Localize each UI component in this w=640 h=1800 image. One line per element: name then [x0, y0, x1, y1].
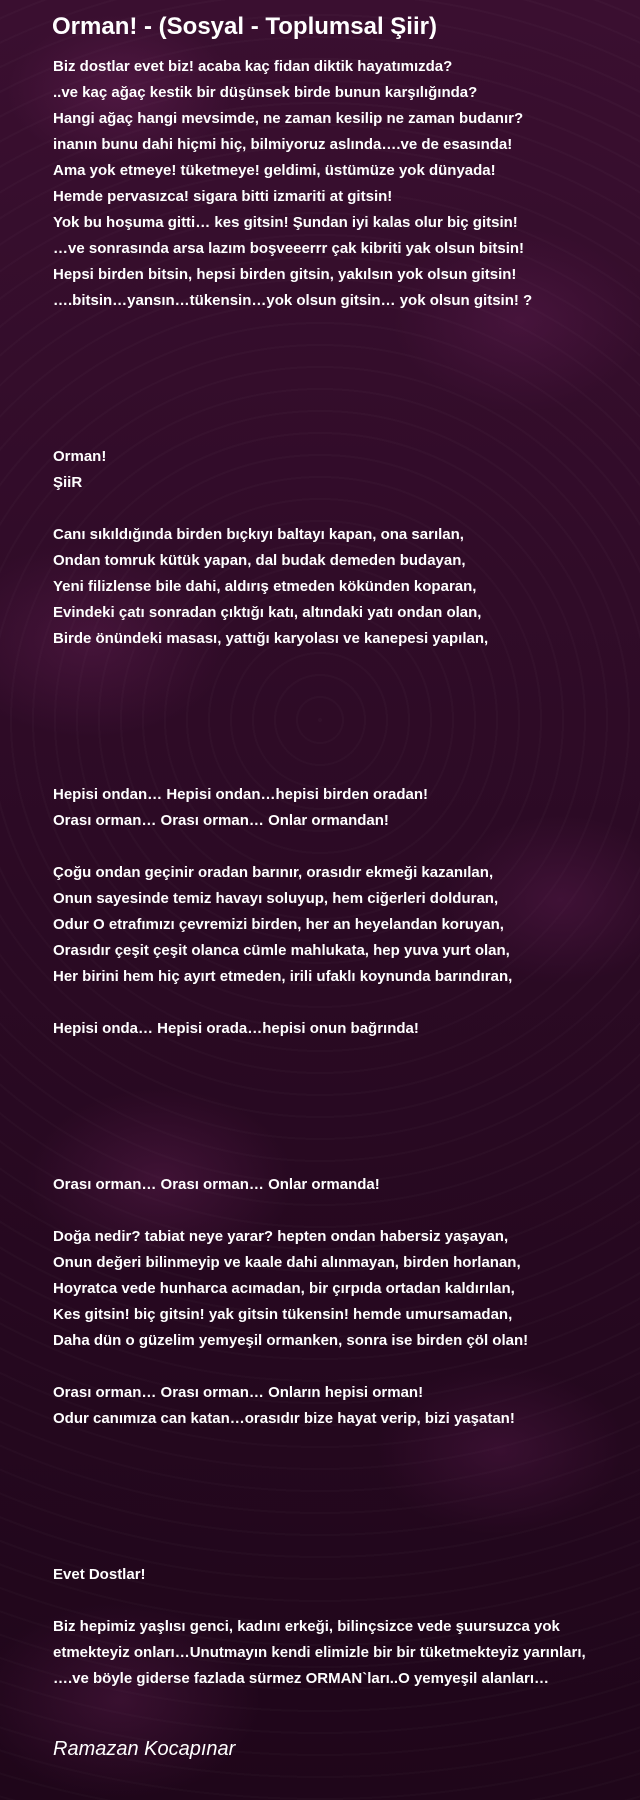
- poem-subtitle: ŞiiR: [53, 474, 83, 491]
- poem-line: Daha dün o güzelim yemyeşil ormanken, sonra ise birden çöl olan!: [53, 1332, 529, 1349]
- poem-line: Ama yok etmeye! tüketmeye! geldimi, üstümüze yok dünyada!: [53, 162, 496, 179]
- stanza-3: [53, 522, 613, 652]
- stanza-9: [53, 1380, 613, 1432]
- poem-line: Odur canımıza can katan…orasıdır bize hayat verip, bizi yaşatan!: [53, 1410, 515, 1427]
- poem-line: …ve sonrasında arsa lazım boşveeerrr çak kibriti yak olsun bitsin!: [53, 240, 525, 257]
- poem-line: ….ve böyle giderse fazlada sürmez ORMAN`ları..O yemyeşil alanları…: [53, 1670, 550, 1687]
- poem-line: ….bitsin…yansın…tükensin…yok olsun gitsin… yok olsun gitsin! ?: [53, 292, 533, 309]
- poem-line: Hoyratca vede hunharca acımadan, bir çırpıda ortadan kaldırılan,: [53, 1280, 515, 1297]
- stanza-8: [53, 1224, 613, 1354]
- stanza-6: [53, 1016, 613, 1042]
- poem-line: Biz dostlar evet biz! acaba kaç fidan diktik hayatımızda?: [53, 58, 453, 75]
- poem-line: Hepisi ondan… Hepisi ondan…hepisi birden oradan!: [53, 786, 429, 803]
- poem-line: Yok bu hoşuma gitti… kes gitsin! Şundan iyi kalas olur biç gitsin!: [53, 214, 518, 231]
- poem-line: inanın bunu dahi hiçmi hiç, bilmiyoruz aslında….ve de esasında!: [53, 136, 513, 153]
- poem-line: Evet Dostlar!: [53, 1566, 146, 1583]
- poem-line: Orası orman… Orası orman… Onların hepisi orman!: [53, 1384, 424, 1401]
- stanza-5: [53, 860, 613, 990]
- poem-line: Kes gitsin! biç gitsin! yak gitsin tükensin! hemde umursamadan,: [53, 1306, 513, 1323]
- poem-line: Yeni filizlense bile dahi, aldırış etmeden kökünden koparan,: [53, 578, 477, 595]
- poem-line: Doğa nedir? tabiat neye yarar? hepten ondan habersiz yaşayan,: [53, 1228, 509, 1245]
- poem-line: Hangi ağaç hangi mevsimde, ne zaman kesilip ne zaman budanır?: [53, 110, 524, 127]
- stanza-11: [53, 1614, 613, 1692]
- poem-line: ..ve kaç ağaç kestik bir düşünsek birde bunun karşılığında?: [53, 84, 478, 101]
- poem-title: Orman! - (Sosyal - Toplumsal Şiir): [52, 13, 437, 40]
- stanza-1: [53, 54, 613, 314]
- poem-line: Orası orman… Orası orman… Onlar ormanda!: [53, 1176, 380, 1193]
- poem-line: Evindeki çatı sonradan çıktığı katı, altındaki yatı ondan olan,: [53, 604, 482, 621]
- poem-line: Odur O etrafımızı çevremizi birden, her an heyelandan koruyan,: [53, 916, 504, 933]
- poem-line: Ondan tomruk kütük yapan, dal budak demeden budayan,: [53, 552, 466, 569]
- poem-line: Canı sıkıldığında birden bıçkıyı baltayı kapan, ona sarılan,: [53, 526, 464, 543]
- poem-line: Onun değeri bilinmeyip ve kaale dahi alınmayan, birden horlanan,: [53, 1254, 521, 1271]
- stanza-4: [53, 782, 613, 834]
- poem-line: Onun sayesinde temiz havayı soluyup, hem ciğerleri dolduran,: [53, 890, 499, 907]
- poem-line: Çoğu ondan geçinir oradan barınır, orasıdır ekmeği kazanılan,: [53, 864, 494, 881]
- stanza-7: [53, 1172, 613, 1198]
- poem-line: Orası orman… Orası orman… Onlar ormandan!: [53, 812, 389, 829]
- poem-line: Her birini hem hiç ayırt etmeden, irili ufaklı koynunda barındıran,: [53, 968, 513, 985]
- poem-line: Hemde pervasızca! sigara bitti izmariti at gitsin!: [53, 188, 393, 205]
- author-name: Ramazan Kocapınar: [53, 1738, 236, 1760]
- stanza-10: [53, 1562, 613, 1588]
- stanza-2: [53, 444, 613, 496]
- poem-line: Hepsi birden bitsin, hepsi birden gitsin, yakılsın yok olsun gitsin!: [53, 266, 517, 283]
- poem-subtitle: Orman!: [53, 448, 107, 465]
- poem-line: Hepisi onda… Hepisi orada…hepisi onun bağrında!: [53, 1020, 419, 1037]
- poem-line: Orasıdır çeşit çeşit olanca cümle mahlukata, hep yuva yurt olan,: [53, 942, 510, 959]
- poem-line: Birde önündeki masası, yattığı karyolası ve kanepesi yapılan,: [53, 630, 489, 647]
- poem-body: [53, 54, 613, 1692]
- poem-line: Biz hepimiz yaşlısı genci, kadını erkeği, bilinçsizce vede şuursuzca yok etmekteyiz onları…Unutmayın kendi elimizle bir bir tüketmekteyiz yarınları,: [53, 1618, 586, 1661]
